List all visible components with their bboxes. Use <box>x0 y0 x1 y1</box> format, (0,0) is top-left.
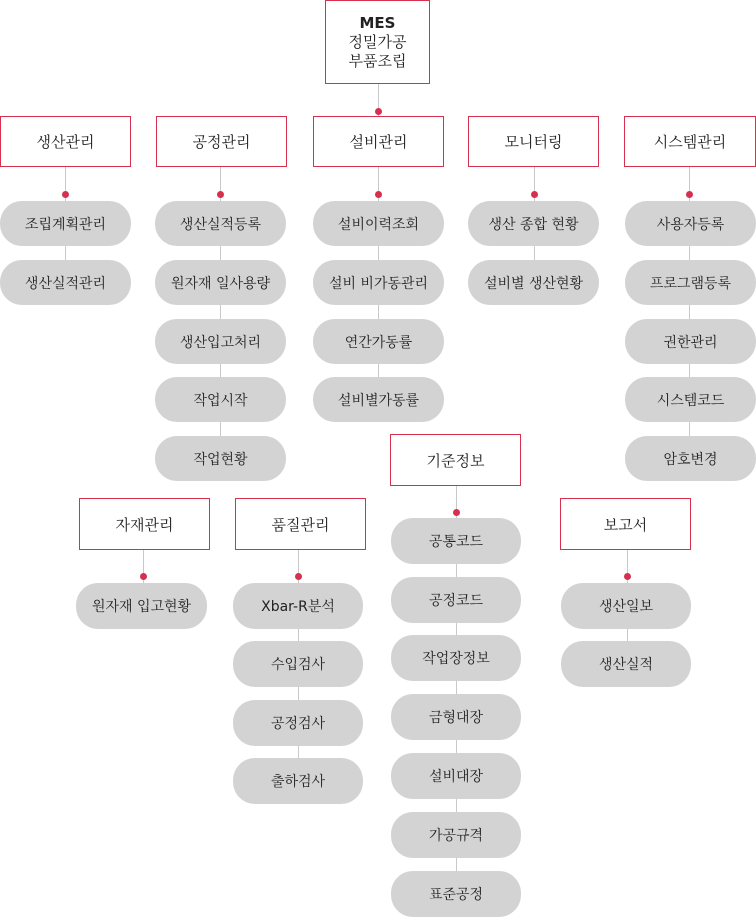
connector-dot <box>531 191 538 198</box>
connector-dot <box>295 573 302 580</box>
category-production[interactable]: 생산관리 <box>0 116 131 167</box>
menu-item[interactable]: 설비 비가동관리 <box>313 260 444 305</box>
menu-item[interactable]: 권한관리 <box>625 319 756 364</box>
menu-item[interactable]: 설비별가동률 <box>313 377 444 422</box>
menu-item[interactable]: 설비별 생산현황 <box>468 260 599 305</box>
menu-item[interactable]: 조립계획관리 <box>0 201 131 246</box>
connector-dot <box>62 191 69 198</box>
menu-item[interactable]: 생산실적등록 <box>155 201 286 246</box>
menu-item[interactable]: 프로그램등록 <box>625 260 756 305</box>
connector-dot <box>453 509 460 516</box>
category-process[interactable]: 공정관리 <box>156 116 287 167</box>
menu-item[interactable]: 생산실적관리 <box>0 260 131 305</box>
menu-item[interactable]: 설비대장 <box>391 753 521 799</box>
root-node <box>325 0 430 84</box>
menu-item[interactable]: 생산입고처리 <box>155 319 286 364</box>
connector-dot <box>624 573 631 580</box>
connector-dot <box>375 108 382 115</box>
menu-item[interactable]: 수입검사 <box>233 641 363 687</box>
connector-dot <box>375 191 382 198</box>
category-quality[interactable]: 품질관리 <box>235 498 366 550</box>
menu-item[interactable]: 원자재 일사용량 <box>155 260 286 305</box>
connector-dot <box>686 191 693 198</box>
menu-item[interactable]: 작업현황 <box>155 436 286 481</box>
menu-item[interactable]: 생산일보 <box>561 583 691 629</box>
category-equipment[interactable]: 설비관리 <box>313 116 444 167</box>
menu-item[interactable]: 공정코드 <box>391 577 521 623</box>
category-reports[interactable]: 보고서 <box>560 498 691 550</box>
menu-item[interactable]: 작업장정보 <box>391 635 521 681</box>
category-master-data[interactable]: 기준정보 <box>390 434 521 486</box>
root-title: MES <box>359 13 396 32</box>
menu-item[interactable]: 공통코드 <box>391 518 521 564</box>
menu-item[interactable]: 암호변경 <box>625 436 756 481</box>
category-materials[interactable]: 자재관리 <box>79 498 210 550</box>
menu-item[interactable]: 금형대장 <box>391 694 521 740</box>
menu-item[interactable]: 가공규격 <box>391 812 521 858</box>
menu-item[interactable]: 출하검사 <box>233 758 363 804</box>
menu-item[interactable]: 공정검사 <box>233 700 363 746</box>
menu-item[interactable]: 연간가동률 <box>313 319 444 364</box>
root-subtitle-1: 정밀가공 <box>348 32 407 51</box>
menu-item[interactable]: 원자재 입고현황 <box>76 583 207 629</box>
menu-item[interactable]: Xbar-R분석 <box>233 583 363 629</box>
menu-item[interactable]: 생산 종합 현황 <box>468 201 599 246</box>
menu-item[interactable]: 시스템코드 <box>625 377 756 422</box>
menu-item[interactable]: 설비이력조회 <box>313 201 444 246</box>
menu-item[interactable]: 사용자등록 <box>625 201 756 246</box>
category-system[interactable]: 시스템관리 <box>624 116 756 167</box>
menu-item[interactable]: 작업시작 <box>155 377 286 422</box>
menu-item[interactable]: 생산실적 <box>561 641 691 687</box>
root-subtitle-2: 부품조립 <box>348 51 407 70</box>
connector-dot <box>217 191 224 198</box>
connector-dot <box>140 573 147 580</box>
menu-item[interactable]: 표준공정 <box>391 871 521 917</box>
category-monitoring[interactable]: 모니터링 <box>468 116 599 167</box>
